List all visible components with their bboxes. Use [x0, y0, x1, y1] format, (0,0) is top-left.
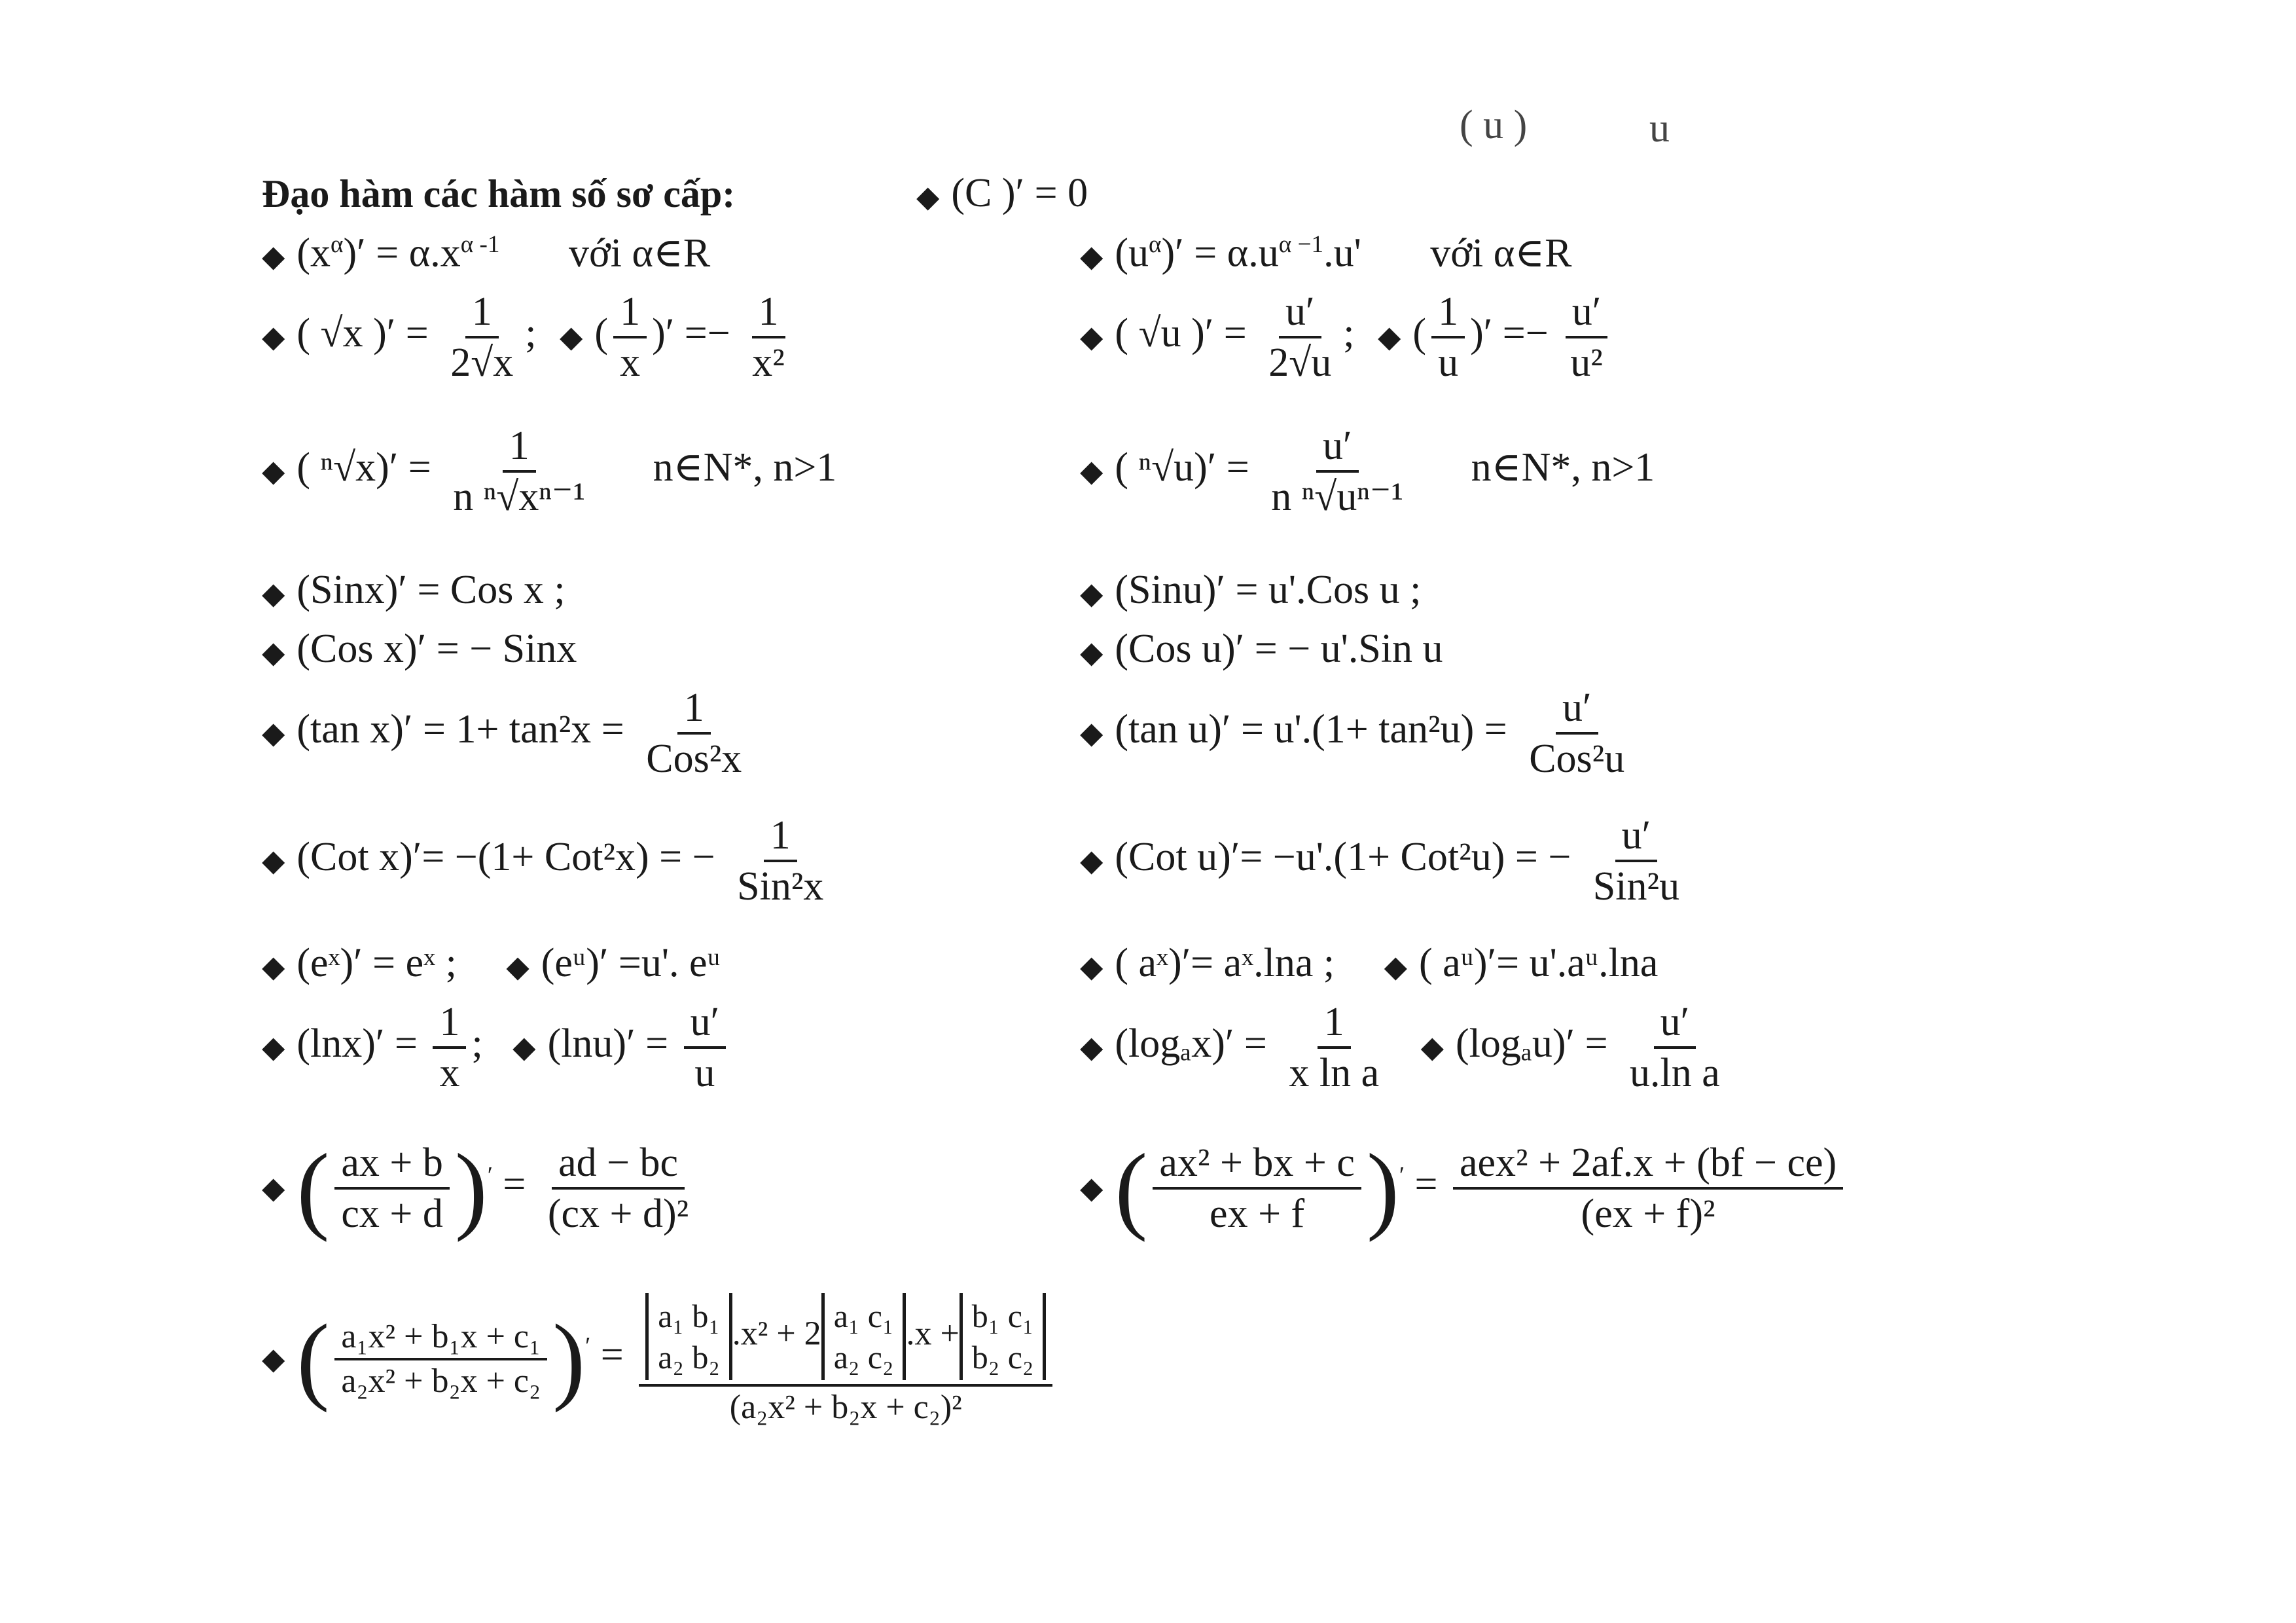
numerator: ax + b: [334, 1142, 449, 1190]
bullet-icon: ◆: [262, 1171, 285, 1205]
fraction: [1431, 291, 1465, 383]
numerator: ax² + bx + c: [1153, 1142, 1361, 1190]
denominator: Sin²u: [1592, 864, 1680, 909]
numerator: 1: [433, 1002, 466, 1049]
denominator: (ex + f)²: [1581, 1192, 1715, 1236]
fraction: [613, 291, 647, 383]
txt: .x² + 2: [732, 1315, 821, 1353]
fraction: [1265, 426, 1410, 517]
numerator: u′: [1316, 426, 1359, 473]
rule-sqrt-inv-u: [1080, 291, 1615, 383]
denominator: Cos²x: [646, 737, 742, 781]
txt: (x: [296, 230, 331, 276]
txt: (: [1412, 311, 1427, 356]
txt: α -1: [460, 231, 500, 258]
txt: (Sinx)′ = Cos x ;: [296, 568, 565, 612]
txt: (Cos u)′ = − u'.Sin u: [1115, 627, 1443, 671]
numerator: 1: [613, 291, 647, 338]
txt: ;: [471, 1021, 483, 1067]
numerator: u′: [1556, 687, 1598, 735]
fraction: [1453, 1142, 1843, 1234]
bullet-icon: ◆: [506, 949, 529, 983]
rule-tan-u: [1080, 687, 1636, 779]
txt: (tan x)′ = 1+ tan²x =: [296, 707, 624, 752]
bullet-icon: ◆: [512, 1030, 536, 1064]
rule-nroot-x: [262, 426, 836, 517]
txt: (Sinu)′ = u'.Cos u ;: [1115, 568, 1422, 612]
txt: )′ = α.u: [1161, 230, 1279, 276]
paren: (: [1115, 1134, 1148, 1243]
determinant: [960, 1293, 1047, 1380]
fraction: [1623, 1002, 1727, 1093]
rule-const-text: (C )′ = 0: [951, 171, 1088, 215]
txt: =: [1414, 1162, 1438, 1207]
txt: ( √u )′ =: [1115, 311, 1247, 356]
txt: (eᵘ)′ =u'. eᵘ: [541, 941, 721, 985]
txt: ;: [1343, 311, 1355, 356]
numerator: 1: [752, 291, 785, 338]
fraction: [1282, 1002, 1386, 1093]
denominator: (a₂x² + b₂x + c₂)²: [729, 1389, 962, 1426]
txt: =: [600, 1332, 624, 1377]
bullet-icon: ◆: [1080, 949, 1103, 983]
det-row: a₁ c₁: [833, 1298, 894, 1334]
bullet-icon: ◆: [262, 949, 285, 983]
denominator: ex + f: [1210, 1192, 1305, 1236]
numerator: a₁x² + b₁x + c₁: [334, 1320, 547, 1360]
det-row: a₂ c₂: [833, 1338, 894, 1376]
fraction: [334, 1142, 449, 1234]
fraction: [446, 426, 592, 517]
txt: ′: [487, 1162, 493, 1190]
fraction: [444, 291, 520, 383]
numerator: u′: [684, 1002, 726, 1049]
det-row: a₁ b₁: [658, 1298, 720, 1334]
bullet-icon: ◆: [1080, 320, 1103, 354]
denominator: 2√u: [1268, 340, 1332, 385]
rule-log: [1080, 1002, 1732, 1093]
bullet-icon: ◆: [916, 179, 940, 213]
bullet-icon: ◆: [1420, 1030, 1444, 1064]
denominator: cx + d: [341, 1192, 443, 1236]
denominator: n ⁿ√uⁿ⁻¹: [1271, 475, 1404, 519]
bullet-icon: ◆: [1080, 635, 1103, 669]
rule-cot-x: [262, 815, 835, 907]
bullet-icon: ◆: [1080, 716, 1103, 750]
bullet-icon: ◆: [1384, 949, 1407, 983]
rule-quad-linear: [1080, 1134, 1848, 1243]
condition: n∈N*, n>1: [653, 445, 837, 490]
rule-sin-u: [1080, 570, 1421, 610]
txt: ′: [585, 1333, 591, 1360]
det-row: b₁ c₁: [971, 1298, 1034, 1334]
txt: (lnx)′ =: [296, 1021, 418, 1067]
rule-nroot-u: [1080, 426, 1655, 517]
txt: (: [594, 311, 609, 356]
determinant: [645, 1293, 732, 1380]
paren: (: [296, 1134, 330, 1243]
bullet-icon: ◆: [262, 454, 285, 488]
paren: ): [1366, 1134, 1399, 1243]
numerator: ad − bc: [552, 1142, 685, 1190]
numerator: [639, 1293, 1052, 1387]
numerator: 1: [677, 687, 711, 735]
rule-quad-quad: [262, 1293, 1058, 1425]
bullet-icon: ◆: [1080, 240, 1103, 274]
txt: (Cot x)′= −(1+ Cot²x) = −: [296, 835, 715, 880]
rule-const: [916, 173, 1088, 213]
txt: .x +: [906, 1315, 960, 1353]
condition: với α∈R: [1430, 230, 1572, 276]
numerator: u′: [1279, 291, 1321, 338]
txt: ( aᵘ)′= u'.aᵘ.lna: [1418, 941, 1659, 985]
fraction: [433, 1002, 466, 1093]
fraction: [1587, 815, 1686, 907]
txt: (Cos x)′ = − Sinx: [296, 627, 577, 671]
rule-sqrt-inv-x: [262, 291, 797, 383]
top-fragment-left: ( u ): [1460, 103, 1528, 147]
bullet-icon: ◆: [262, 240, 285, 274]
bullet-icon: ◆: [1080, 454, 1103, 488]
bullet-icon: ◆: [262, 576, 285, 610]
paren: ): [552, 1304, 586, 1413]
fraction: [639, 1293, 1052, 1425]
rule-ln: [262, 1002, 731, 1093]
txt: (eˣ)′ = eˣ ;: [296, 941, 457, 985]
page-title: Đạo hàm các hàm số sơ cấp:: [262, 172, 736, 215]
txt: α −1: [1278, 231, 1324, 258]
rule-tan-x: [262, 687, 753, 779]
rule-sin-x: [262, 570, 565, 610]
rule-cot-u: [1080, 815, 1691, 907]
denominator: a₂x² + b₂x + c₂: [341, 1362, 541, 1400]
rule-homographic: [262, 1134, 700, 1243]
txt: ( ⁿ√u)′ =: [1115, 445, 1249, 490]
rule-cos-x: [262, 629, 577, 669]
bullet-icon: ◆: [1080, 844, 1103, 877]
paren: (: [296, 1304, 330, 1413]
fraction: [639, 687, 748, 779]
det-row: b₂ c₂: [971, 1338, 1034, 1376]
fraction: [334, 1317, 547, 1400]
numerator: 1: [1318, 1002, 1351, 1049]
condition: n∈N*, n>1: [1471, 445, 1655, 490]
fraction: [730, 815, 830, 907]
txt: (u: [1115, 230, 1149, 276]
denominator: Sin²x: [737, 864, 824, 909]
denominator: (cx + d)²: [547, 1192, 689, 1236]
txt: )′ =−: [1470, 311, 1549, 356]
txt: α: [1149, 231, 1162, 258]
top-fragment-right: u: [1649, 106, 1670, 151]
txt: )′ =−: [652, 311, 730, 356]
denominator: u²: [1570, 340, 1603, 385]
fraction: [1153, 1142, 1361, 1234]
bullet-icon: ◆: [262, 1030, 285, 1064]
rule-a-power: [1080, 943, 1658, 983]
numerator: 1: [503, 426, 536, 473]
rule-exp: [262, 943, 721, 983]
paren: ): [454, 1134, 488, 1243]
bullet-icon: ◆: [560, 320, 583, 354]
txt: ( aˣ)′= aˣ.lna ;: [1115, 941, 1335, 985]
numerator: aex² + 2af.x + (bf − ce): [1453, 1142, 1843, 1190]
numerator: u′: [1566, 291, 1608, 338]
numerator: 1: [1431, 291, 1465, 338]
txt: (lnu)′ =: [547, 1021, 669, 1067]
bullet-icon: ◆: [1080, 576, 1103, 610]
denominator: x: [439, 1051, 460, 1095]
denominator: x: [620, 340, 641, 385]
bullet-icon: ◆: [1080, 1171, 1103, 1205]
bullet-icon: ◆: [262, 1341, 285, 1376]
txt: ′: [1399, 1162, 1405, 1190]
fraction: [745, 291, 791, 383]
txt: ;: [525, 311, 537, 356]
bullet-icon: ◆: [1378, 320, 1401, 354]
numerator: 1: [465, 291, 499, 338]
bullet-icon: ◆: [262, 320, 285, 354]
txt: =: [503, 1162, 526, 1207]
txt: (Cot u)′= −u'.(1+ Cot²u) = −: [1115, 835, 1571, 880]
numerator: u′: [1654, 1002, 1696, 1049]
numerator: 1: [764, 815, 797, 862]
txt: ( ⁿ√x)′ =: [296, 445, 431, 490]
denominator: 2√x: [450, 340, 514, 385]
condition: với α∈R: [568, 230, 711, 276]
bullet-icon: ◆: [262, 716, 285, 750]
determinant: [821, 1293, 906, 1380]
txt: (logₐx)′ =: [1115, 1021, 1267, 1067]
txt: (logₐu)′ =: [1456, 1021, 1608, 1067]
rule-power-x: [262, 232, 710, 274]
txt: α: [331, 231, 344, 258]
txt: (tan u)′ = u'.(1+ tan²u) =: [1115, 707, 1507, 752]
fraction: [684, 1002, 726, 1093]
fraction: [1564, 291, 1609, 383]
txt: )′ = α.x: [343, 230, 461, 276]
fraction: [1522, 687, 1631, 779]
rule-cos-u: [1080, 629, 1443, 669]
denominator: u: [694, 1051, 715, 1095]
denominator: x²: [752, 340, 785, 385]
denominator: x ln a: [1289, 1051, 1380, 1095]
fraction: [1262, 291, 1338, 383]
rule-power-u: [1080, 232, 1571, 274]
txt: ( √x )′ =: [296, 311, 429, 356]
fraction: [541, 1142, 695, 1234]
denominator: Cos²u: [1529, 737, 1625, 781]
denominator: n ⁿ√xⁿ⁻¹: [453, 475, 586, 519]
bullet-icon: ◆: [262, 635, 285, 669]
denominator: u.ln a: [1630, 1051, 1720, 1095]
txt: .u': [1323, 230, 1361, 276]
bullet-icon: ◆: [262, 844, 285, 877]
numerator: u′: [1615, 815, 1658, 862]
denominator: u: [1438, 340, 1459, 385]
bullet-icon: ◆: [1080, 1030, 1103, 1064]
det-row: a₂ b₂: [658, 1338, 720, 1376]
